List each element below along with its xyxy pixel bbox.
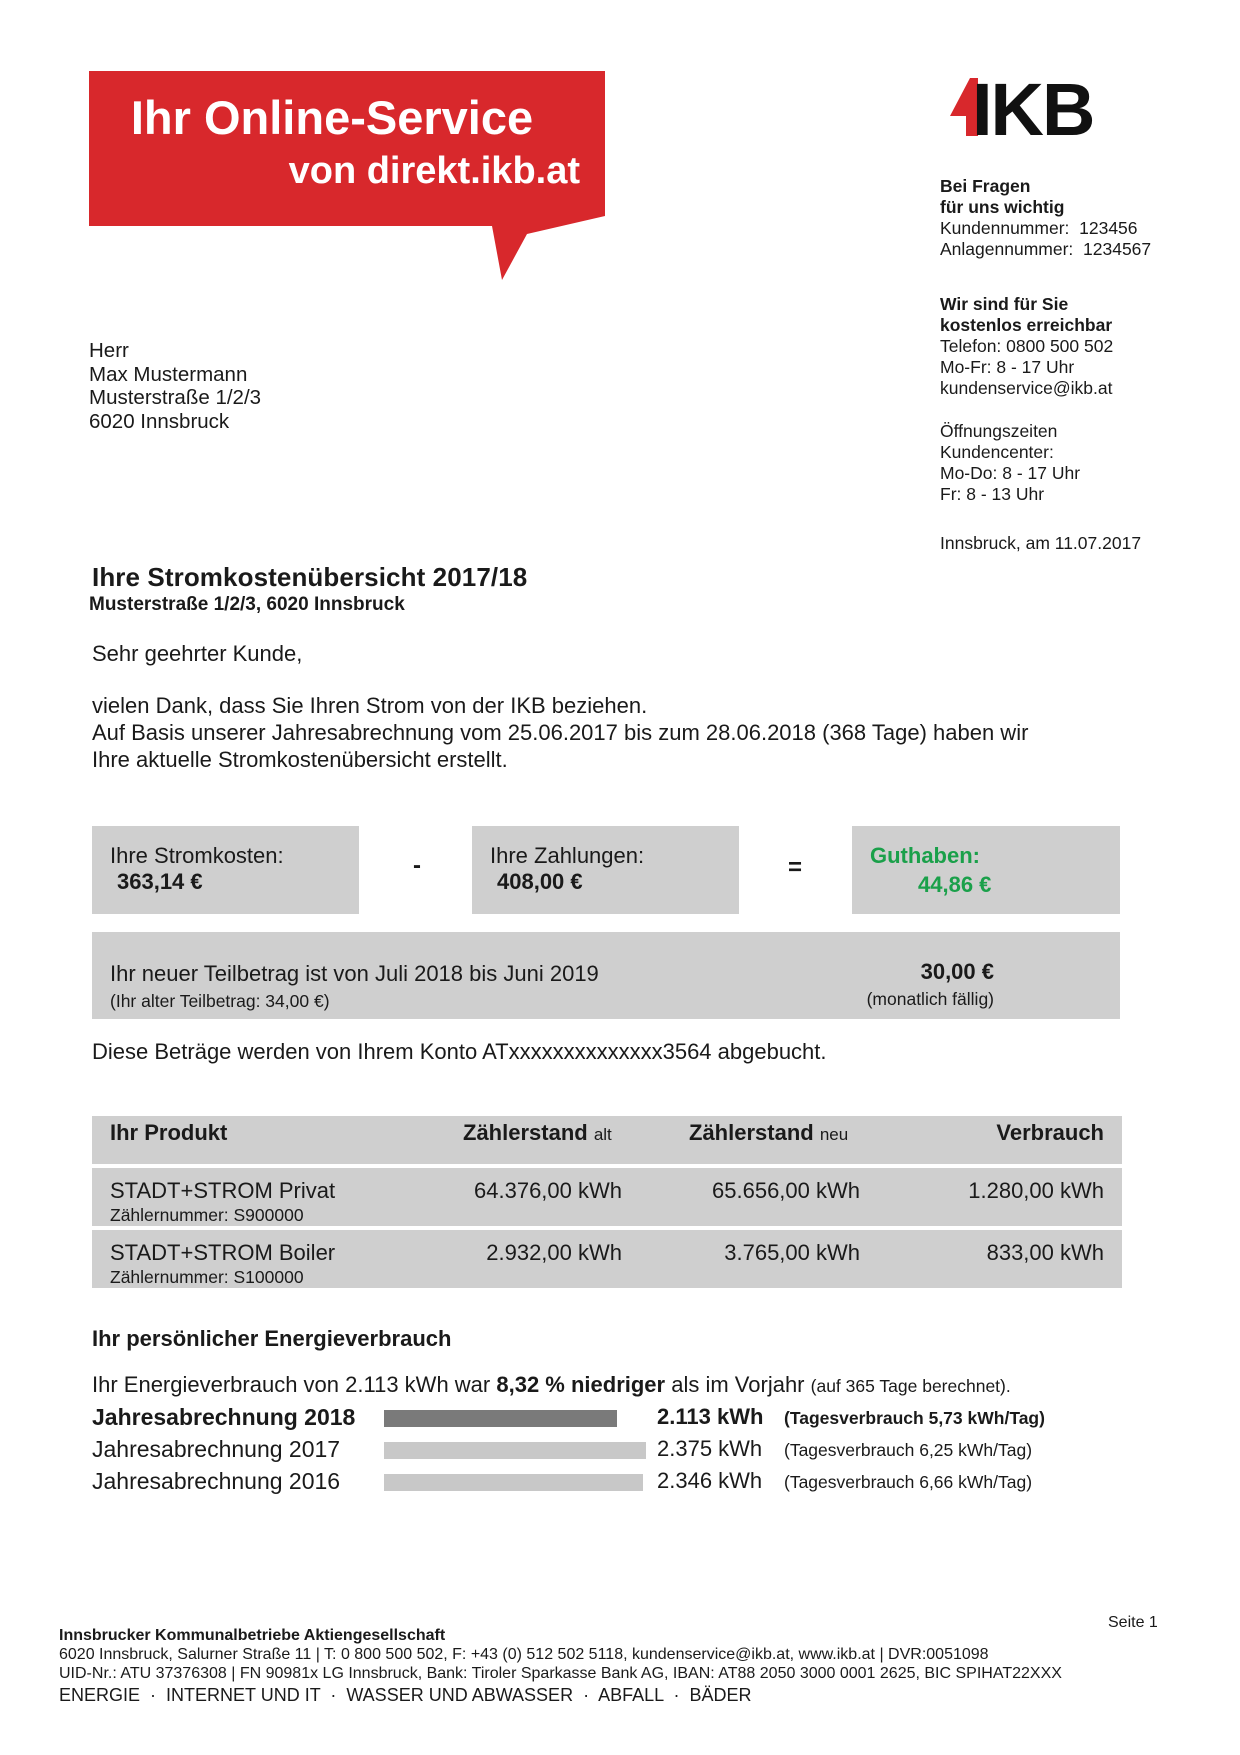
installment-due: (monatlich fällig) xyxy=(866,989,994,1009)
contact-heading-1: Bei Fragen xyxy=(940,176,1031,196)
header-product: Ihr Produkt xyxy=(110,1120,228,1145)
energy-row-2017 xyxy=(92,1436,1092,1466)
product-table xyxy=(92,1116,1122,1288)
footer-line-2: UID-Nr.: ATU 37376308 | FN 90981x LG Innsbruck, Bank: Tiroler Sparkasse Bank AG, IBAN: AT88 2050 3000 0001 2625, BIC SPIHAT22XXX xyxy=(59,1665,1062,1682)
meter-old: 2.932,00 kWh xyxy=(486,1240,622,1265)
logo-text: IKB xyxy=(972,72,1094,142)
meter-new: 3.765,00 kWh xyxy=(724,1240,860,1265)
minus-sign: - xyxy=(413,852,421,879)
intro-line-3: Ihre aktuelle Stromkostenübersicht erstellt. xyxy=(92,747,508,772)
recipient-address xyxy=(89,339,261,433)
recipient-city: 6020 Innsbruck xyxy=(89,409,230,433)
reach-block xyxy=(940,294,1113,399)
opening-mo-do: Mo-Do: 8 - 17 Uhr xyxy=(940,463,1081,483)
letter-date: Innsbruck, am 11.07.2017 xyxy=(940,533,1142,553)
installment-text: Ihr neuer Teilbetrag ist von Juli 2018 bis Juni 2019 xyxy=(110,961,599,986)
credit-value: 44,86 € xyxy=(918,872,992,897)
intro-line-1: vielen Dank, dass Sie Ihren Strom von der IKB beziehen. xyxy=(92,693,648,718)
intro-paragraph xyxy=(92,692,1028,773)
page-subtitle: Musterstraße 1/2/3, 6020 Innsbruck xyxy=(89,594,405,615)
reach-heading-1: Wir sind für Sie xyxy=(940,294,1069,314)
energy-row-note: (Tagesverbrauch 6,66 kWh/Tag) xyxy=(784,1472,1033,1492)
opening-subheading: Kundencenter: xyxy=(940,442,1054,462)
footer-company: Innsbrucker Kommunalbetriebe Aktiengesellschaft xyxy=(59,1627,446,1644)
contact-block xyxy=(940,176,1151,260)
customer-number: Kundennummer: 123456 xyxy=(940,218,1138,238)
costs-box xyxy=(92,826,359,914)
banner-line1: Ihr Online-Service xyxy=(130,91,534,144)
energy-row-value: 2.346 kWh xyxy=(657,1468,763,1493)
plant-number: Anlagennummer: 1234567 xyxy=(940,239,1152,259)
energy-row-note: (Tagesverbrauch 5,73 kWh/Tag) xyxy=(784,1408,1045,1428)
online-service-banner[interactable] xyxy=(89,71,605,280)
energy-row-2016 xyxy=(92,1468,1092,1498)
energy-row-label: Jahresabrechnung 2017 xyxy=(92,1436,341,1462)
opening-hours-block xyxy=(940,421,1080,505)
greeting: Sehr geehrter Kunde, xyxy=(92,641,303,666)
energy-bar-2017 xyxy=(384,1442,646,1459)
header-usage: Verbrauch xyxy=(996,1120,1104,1145)
page-number: Seite 1 xyxy=(1108,1614,1158,1631)
email-link[interactable]: kundenservice@ikb.at xyxy=(940,378,1113,398)
header-meter-old: Zählerstand alt xyxy=(463,1120,612,1145)
installment-amount: 30,00 € xyxy=(920,959,994,984)
energy-bar-2016 xyxy=(384,1474,643,1491)
equals-sign: = xyxy=(788,854,803,881)
footer-divisions: ENERGIE · INTERNET UND IT · WASSER UND ABWASSER · ABFALL · BÄDER xyxy=(59,1685,752,1705)
energy-row-note: (Tagesverbrauch 6,25 kWh/Tag) xyxy=(784,1440,1033,1460)
recipient-name: Max Mustermann xyxy=(89,362,248,386)
energy-intro: Ihr Energieverbrauch von 2.113 kWh war 8,32 % niedriger als im Vorjahr (auf 365 Tage berechnet). xyxy=(92,1372,1011,1397)
meter-new: 65.656,00 kWh xyxy=(712,1178,860,1203)
energy-heading: Ihr persönlicher Energieverbrauch xyxy=(92,1326,452,1351)
service-hours: Mo-Fr: 8 - 17 Uhr xyxy=(940,357,1075,377)
reach-heading-2: kostenlos erreichbar xyxy=(940,315,1113,335)
costs-label: Ihre Stromkosten: xyxy=(110,843,284,868)
recipient-street: Musterstraße 1/2/3 xyxy=(89,386,262,409)
payments-label: Ihre Zahlungen: xyxy=(490,843,645,868)
phone-link[interactable]: Telefon: 0800 500 502 xyxy=(940,336,1114,356)
intro-line-2: Auf Basis unserer Jahresabrechnung vom 25.06.2017 bis zum 28.06.2018 (368 Tage) haben wir xyxy=(92,720,1029,745)
page-title: Ihre Stromkostenübersicht 2017/18 xyxy=(92,562,528,592)
debit-text: Diese Beträge werden von Ihrem Konto ATxxxxxxxxxxxxxx3564 abgebucht. xyxy=(92,1039,827,1064)
payments-value: 408,00 € xyxy=(497,869,583,894)
banner-line2: von direkt.ikb.at xyxy=(288,150,580,192)
energy-row-label: Jahresabrechnung 2016 xyxy=(92,1468,341,1494)
opening-heading: Öffnungszeiten xyxy=(940,421,1058,441)
energy-row-2018 xyxy=(92,1404,1092,1434)
installment-old: (Ihr alter Teilbetrag: 34,00 €) xyxy=(110,991,330,1011)
meter-old: 64.376,00 kWh xyxy=(474,1178,622,1203)
payments-box xyxy=(472,826,739,914)
header-meter-new: Zählerstand neu xyxy=(689,1120,849,1145)
meter-number: Zählernummer: S900000 xyxy=(110,1205,304,1225)
costs-value: 363,14 € xyxy=(117,869,203,894)
energy-bar-2018 xyxy=(384,1410,617,1427)
energy-row-value: 2.375 kWh xyxy=(657,1436,763,1461)
product-name: STADT+STROM Privat xyxy=(110,1178,336,1203)
contact-heading-2: für uns wichtig xyxy=(940,197,1065,217)
energy-row-value: 2.113 kWh xyxy=(657,1404,764,1429)
product-name: STADT+STROM Boiler xyxy=(110,1240,336,1265)
salutation: Herr xyxy=(89,339,129,362)
table-row xyxy=(92,1168,1122,1226)
credit-label: Guthaben: xyxy=(870,843,980,868)
energy-row-label: Jahresabrechnung 2018 xyxy=(92,1404,356,1430)
opening-fr: Fr: 8 - 13 Uhr xyxy=(940,484,1045,504)
meter-number: Zählernummer: S100000 xyxy=(110,1267,304,1287)
table-row xyxy=(92,1230,1122,1288)
credit-box xyxy=(852,826,1120,914)
ikb-logo xyxy=(936,72,1096,142)
usage: 1.280,00 kWh xyxy=(968,1178,1104,1203)
footer-line-1: 6020 Innsbruck, Salurner Straße 11 | T: 0 800 500 502, F: +43 (0) 512 502 5118, kundenservice@ikb.at, www.ikb.at | DVR:0051098 xyxy=(59,1646,989,1663)
usage: 833,00 kWh xyxy=(986,1240,1104,1265)
table-header xyxy=(92,1116,1122,1164)
installment-box xyxy=(92,932,1120,1019)
